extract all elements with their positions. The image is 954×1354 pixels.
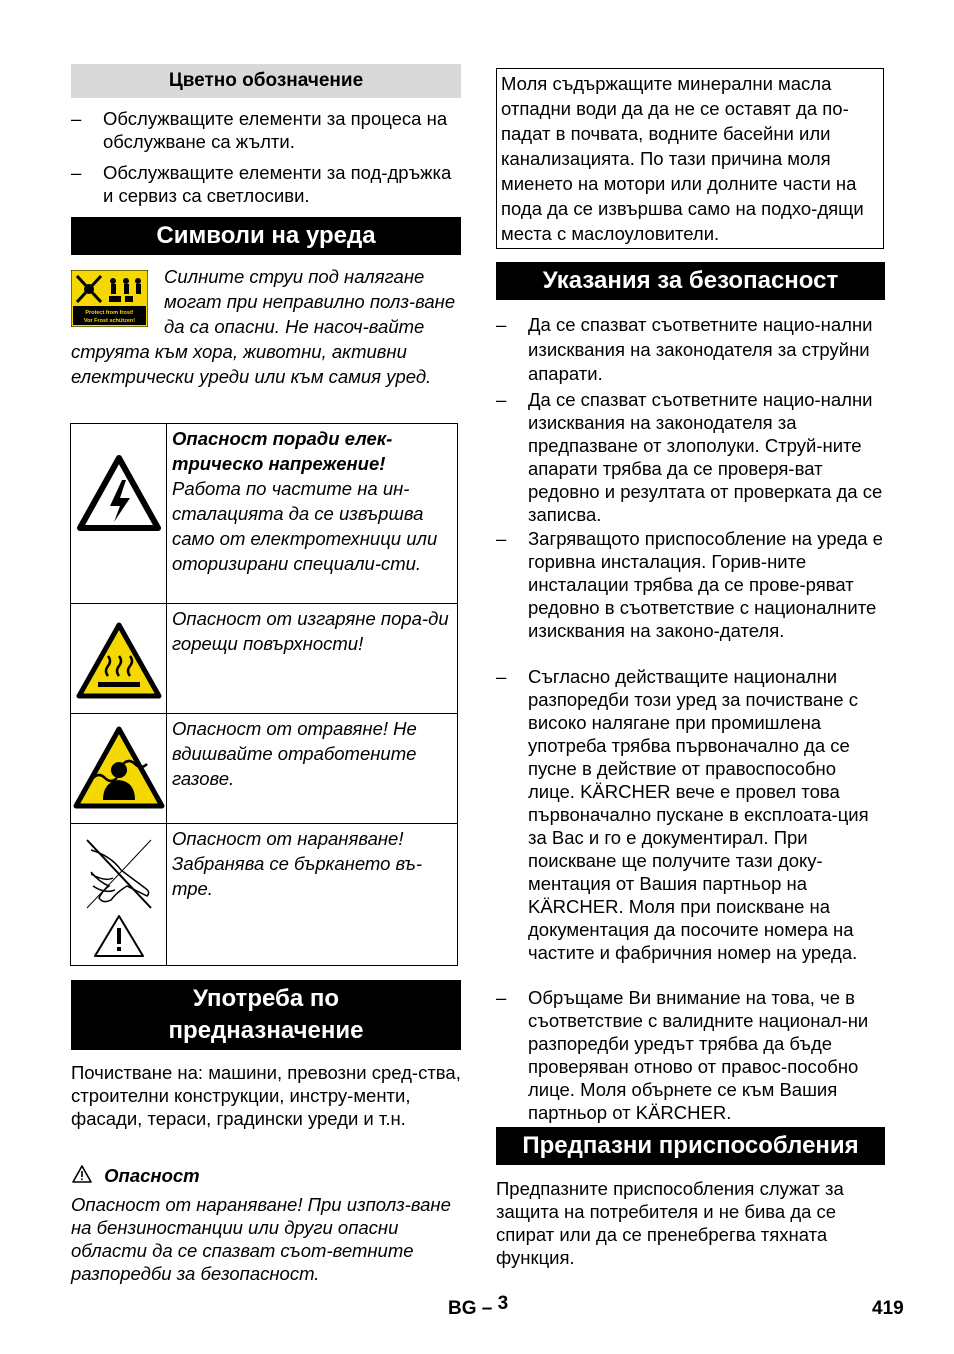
hot-surface-warning-icon	[76, 622, 162, 700]
svg-text:Vor Frost schützen!: Vor Frost schützen!	[83, 318, 136, 324]
symbol-row-electric	[71, 424, 458, 604]
injury-text: Опасност от нараняване! Забранява се бъркането въ-тре.	[172, 828, 423, 899]
dash-bullet: –	[496, 314, 507, 335]
toxic-gas-warning-icon	[73, 726, 165, 810]
electric-danger-title: Опасност поради елек-трическо напрежение!	[172, 428, 393, 474]
dash-bullet: –	[71, 108, 82, 129]
dash-bullet: –	[496, 666, 507, 687]
device-symbols-heading: Символи на уреда	[71, 217, 461, 255]
oil-water-note-box: Моля съдържащите минерални масла отпадни води да да не се оставят да по-падат в почвата, водните басейни или канализацията. По тази причина моля миенето на мотори или долните части на пода да се извършва само на подхо-дящи места с маслоуловители.	[496, 68, 884, 249]
hot-surface-text: Опасност от изгаряне пора-ди горещи повърхности!	[172, 608, 449, 654]
symbol-row-hot-surface	[71, 604, 458, 714]
electric-shock-warning-icon	[76, 454, 162, 534]
dash-bullet: –	[496, 389, 507, 410]
dash-bullet: –	[496, 987, 507, 1008]
color-coding-heading: Цветно обозначение	[71, 64, 461, 98]
protective-devices-heading: Предпазни приспособления	[496, 1127, 885, 1165]
symbol-row-injury	[71, 824, 458, 966]
danger-label: Опасност	[71, 1164, 200, 1189]
dash-bullet: –	[71, 162, 82, 183]
symbol-table	[70, 423, 458, 966]
symbols-intro-text: Силните струи под налягане могат при неправилно полз-ване да са опасни. Не насоч-вайте струята към хора, животни, активни електрически уреди или към самия уред.	[71, 266, 456, 387]
danger-text: Опасност от нараняване! При използ-ване на бензиностанции или други опасни области да се спазват съот-ветните разпоредби за безопасност.	[71, 1194, 451, 1284]
electric-danger-text: Работа по частите на ин-сталацията да се извършва само от електротехници или оторизирани специали-сти.	[172, 478, 438, 574]
intended-use-text: Почистване на: машини, превозни сред-ства, строителни конструкции, инстру-менти, фасади, тераси, градински уреди и т.н.	[71, 1062, 461, 1129]
dash-bullet: –	[496, 528, 507, 549]
poison-text: Опасност от отравяне! Не вдишвайте отработените газове.	[172, 718, 417, 789]
safety-instructions-heading: Указания за безопасност	[496, 262, 885, 300]
footer-lang-page: BG – 3	[448, 1293, 509, 1319]
warning-triangle-icon	[71, 1164, 93, 1189]
intended-use-heading: Употреба по предназначение	[71, 980, 461, 1050]
protective-devices-text: Предпазните приспособления служат за защита на потребителя и не бива да се спират или да се пренебрегва тяхната функция.	[496, 1178, 844, 1268]
svg-text:Protect from frost!: Protect from frost!	[85, 310, 134, 316]
symbol-row-poison	[71, 714, 458, 824]
electric-hazard-cell	[71, 424, 167, 604]
page-number: 419	[872, 1298, 904, 1319]
no-hand-inside-icon	[77, 830, 161, 960]
